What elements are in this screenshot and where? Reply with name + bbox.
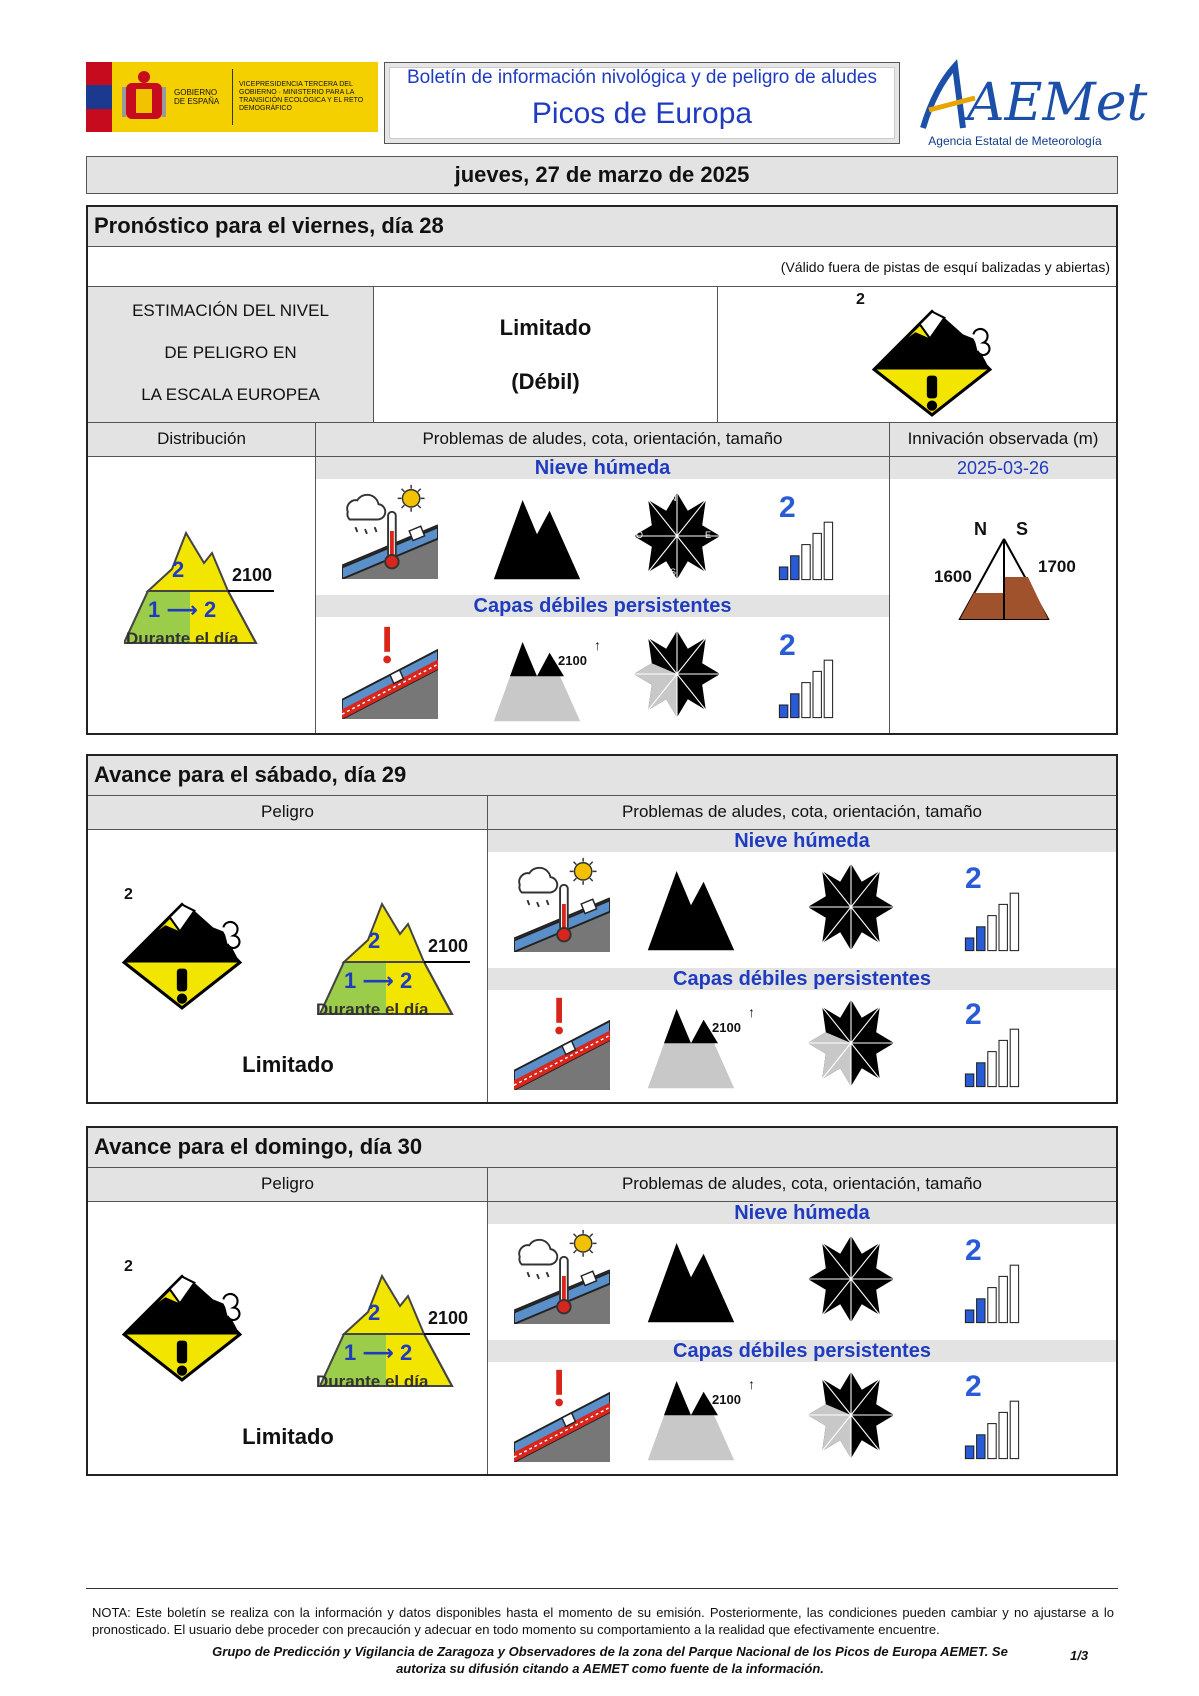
- danger-level-2-icon: [870, 293, 994, 417]
- danger-level-name: Limitado: [499, 315, 592, 340]
- aemet-subtitle: Agencia Estatal de Meteorología: [928, 134, 1102, 148]
- aemet-wordmark: AEMet: [967, 73, 1148, 133]
- bulletin-title: Boletín de información nivológica y de peligro de aludes: [406, 67, 878, 88]
- snow-cover-cell: 2025-03-26 N S 1600 1700: [890, 457, 1116, 733]
- saturday-section: [86, 754, 1118, 1104]
- danger-level-number: 2: [856, 291, 865, 308]
- bulletin-title-box: [384, 62, 900, 144]
- danger-level-text: [374, 287, 718, 423]
- gov-name: GOBIERNO DE ESPAÑA: [174, 88, 220, 106]
- col-distribution: Distribución: [88, 423, 316, 457]
- problems-cell: Nieve húmeda N E S O 2 Capas débiles persistentes 2100 ↑ 2: [316, 457, 890, 733]
- ministry-name: VICEPRESIDENCIA TERCERA DEL GOBIERNO · MINISTERIO PARA LA TRANSICIÓN ECOLÓGICA Y EL RETO DEMOGRÁFICO: [239, 81, 364, 112]
- estimation-label: ESTIMACIÓN DEL NIVEL DE PELIGRO EN LA ESCALA EUROPEA: [88, 287, 374, 423]
- snow-date: 2025-03-26: [890, 457, 1116, 479]
- distribution-trend: 1 ⟶ 2: [344, 968, 413, 993]
- arrow-up-icon: ↑: [594, 637, 601, 653]
- mountain-above-altitude-icon: [646, 1000, 736, 1090]
- wet-snow-icon: [342, 483, 438, 579]
- col-danger: Peligro: [88, 1168, 488, 1202]
- problem-wet-snow-label: Nieve húmeda: [316, 457, 889, 479]
- wet-snow-icon: [514, 856, 610, 952]
- distribution-cell: 2 2100 1 ⟶ 2 Durante el día: [88, 457, 316, 733]
- coat-of-arms-icon: [122, 69, 166, 125]
- snow-north-altitude: 1600: [934, 567, 972, 586]
- saturday-title: Avance para el sábado, día 29: [88, 756, 1116, 796]
- saturday-level-name: Limitado: [242, 1052, 334, 1077]
- footer-note: NOTA: Este boletín se realiza con la información y datos disponibles hasta el momento de su emisión. Posteriormente, las condiciones pueden cambiar y no ajustarse a lo pronosticado. El usuario debe proceder con precaución y adecuar en todo momento su comportamiento a la realidad que efectivamente encuentre.: [92, 1605, 1114, 1637]
- aspect-rose-icon: [632, 629, 722, 719]
- government-logo: [86, 62, 378, 132]
- mountain-above-altitude-icon: [646, 1372, 736, 1462]
- forecast-title: Pronóstico para el viernes, día 28: [88, 207, 1116, 247]
- saturday-problems-cell: Nieve húmeda 2 Capas débiles persistentes 2100 ↑ 2: [488, 830, 1116, 1102]
- arrow-up-icon: ↑: [748, 1376, 755, 1392]
- forecast-section: [86, 205, 1118, 735]
- area-title: Picos de Europa: [531, 97, 753, 130]
- aemet-logo: [915, 58, 1148, 153]
- mountain-above-altitude-icon: [492, 633, 582, 723]
- eu-flag-icon: [86, 62, 112, 132]
- col-danger: Peligro: [88, 796, 488, 830]
- danger-level-2-icon: [120, 886, 244, 1010]
- validity-note: (Válido fuera de pistas de esquí balizadas y abiertas): [780, 259, 1110, 275]
- persistent-weak-layer-icon: [342, 623, 438, 719]
- sunday-title: Avance para el domingo, día 30: [88, 1128, 1116, 1168]
- aspect-rose-icon: [806, 862, 896, 952]
- sunday-danger-cell: 2 2 2100 1 ⟶ 2 Durante el día Limitado: [88, 1202, 488, 1474]
- mountain-all-altitudes-icon: [646, 862, 736, 952]
- aspect-rose-icon: [806, 1234, 896, 1324]
- col-snow: Innivación observada (m): [890, 423, 1116, 457]
- pwl-altitude: 2100: [558, 653, 587, 668]
- mountain-all-altitudes-icon: [492, 491, 582, 581]
- danger-level-alt: (Débil): [511, 369, 580, 394]
- distribution-trend: 1 ⟶ 2: [148, 597, 217, 622]
- col-problems: Problemas de aludes, cota, orientación, tamaño: [316, 423, 890, 457]
- aemet-logo-icon: [915, 58, 1148, 134]
- aspect-rose-icon: [806, 998, 896, 1088]
- distribution-trend: 1 ⟶ 2: [344, 1340, 413, 1365]
- col-problems: Problemas de aludes, cota, orientación, tamaño: [488, 1168, 1116, 1202]
- sunday-problems-cell: Nieve húmeda 2 Capas débiles persistentes 2100 ↑ 2: [488, 1202, 1116, 1474]
- persistent-weak-layer-icon: [514, 1366, 610, 1462]
- aspect-rose-icon: [806, 1370, 896, 1460]
- footer-credit: Grupo de Predicción y Vigilancia de Zaragoza y Observadores de la zona del Parque Nacional de los Picos de Europa AEMET. Se autoriza su difusión citando a AEMET como fuente de la información.: [212, 1644, 1008, 1676]
- mountain-all-altitudes-icon: [646, 1234, 736, 1324]
- footer-divider: [86, 1588, 1118, 1589]
- danger-level-icon-cell: [718, 287, 1116, 423]
- col-problems: Problemas de aludes, cota, orientación, tamaño: [488, 796, 1116, 830]
- arrow-up-icon: ↑: [748, 1004, 755, 1020]
- bulletin-date: jueves, 27 de marzo de 2025: [86, 156, 1118, 194]
- snow-south-altitude: 1700: [1038, 557, 1076, 576]
- problem-pwl-label: Capas débiles persistentes: [316, 595, 889, 617]
- danger-level-2-icon: [120, 1258, 244, 1382]
- persistent-weak-layer-icon: [514, 994, 610, 1090]
- sunday-section: [86, 1126, 1118, 1476]
- saturday-danger-cell: 2 2 2100 1 ⟶ 2 Durante el día Limitado: [88, 830, 488, 1102]
- sunday-level-name: Limitado: [242, 1424, 334, 1449]
- page-number: 1/3: [1070, 1648, 1089, 1663]
- gov-separator: [232, 69, 233, 125]
- wet-snow-icon: [514, 1228, 610, 1324]
